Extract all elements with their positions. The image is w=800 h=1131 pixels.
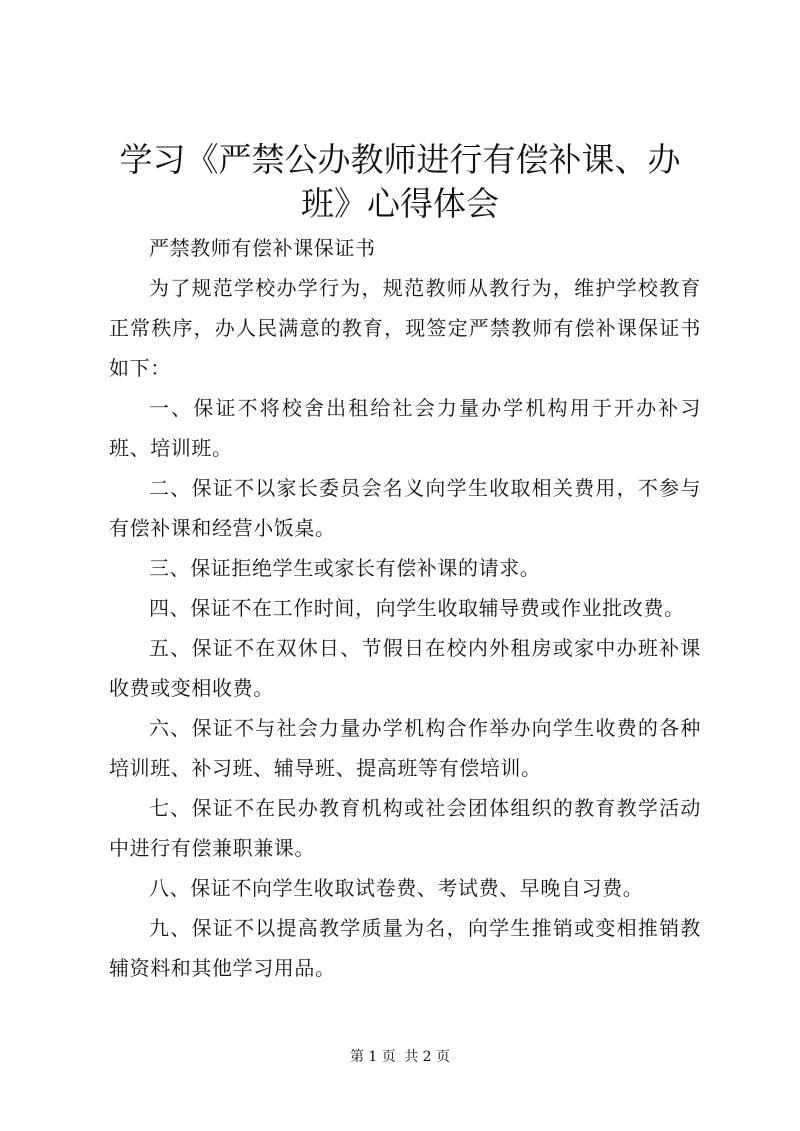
document-title: 学习《严禁公办教师进行有偿补课、办班》心得体会: [119, 140, 681, 223]
paragraph-item-5: 五、保证不在双休日、节假日在校内外租房或家中办班补课收费或变相收费。: [109, 636, 701, 700]
paragraph-item-2: 二、保证不以家长委员会名义向学生收取相关费用，不参与有偿补课和经营小饭桌。: [109, 476, 701, 540]
paragraph-item-3: 三、保证拒绝学生或家长有偿补课的请求。: [149, 556, 541, 580]
paragraph-item-6: 六、保证不与社会力量办学机构合作举办向学生收费的各种培训班、补习班、辅导班、提高班等有偿培训。: [109, 716, 701, 780]
page-number: 第 1 页: [349, 1049, 396, 1065]
paragraph-item-1: 一、保证不将校舍出租给社会力量办学机构用于开办补习班、培训班。: [109, 396, 701, 460]
page-footer: [0, 1047, 800, 1067]
paragraph-item-8: 八、保证不向学生收取试卷费、考试费、早晚自习费。: [149, 876, 644, 900]
paragraph-intro: 为了规范学校办学行为，规范教师从教行为，维护学校教育正常秩序，办人民满意的教育，现签定严禁教师有偿补课保证书如下：: [109, 276, 701, 380]
paragraph-item-4: 四、保证不在工作时间，向学生收取辅导费或作业批改费。: [149, 596, 685, 620]
document-body: [109, 228, 701, 988]
paragraph-heading: 严禁教师有偿补课保证书: [149, 236, 376, 260]
paragraph-item-7: 七、保证不在民办教育机构或社会团体组织的教育教学活动中进行有偿兼职兼课。: [109, 796, 701, 860]
paragraph-item-9: 九、保证不以提高教学质量为名，向学生推销或变相推销教辅资料和其他学习用品。: [109, 916, 701, 980]
page-total: 共 2 页: [404, 1049, 451, 1065]
